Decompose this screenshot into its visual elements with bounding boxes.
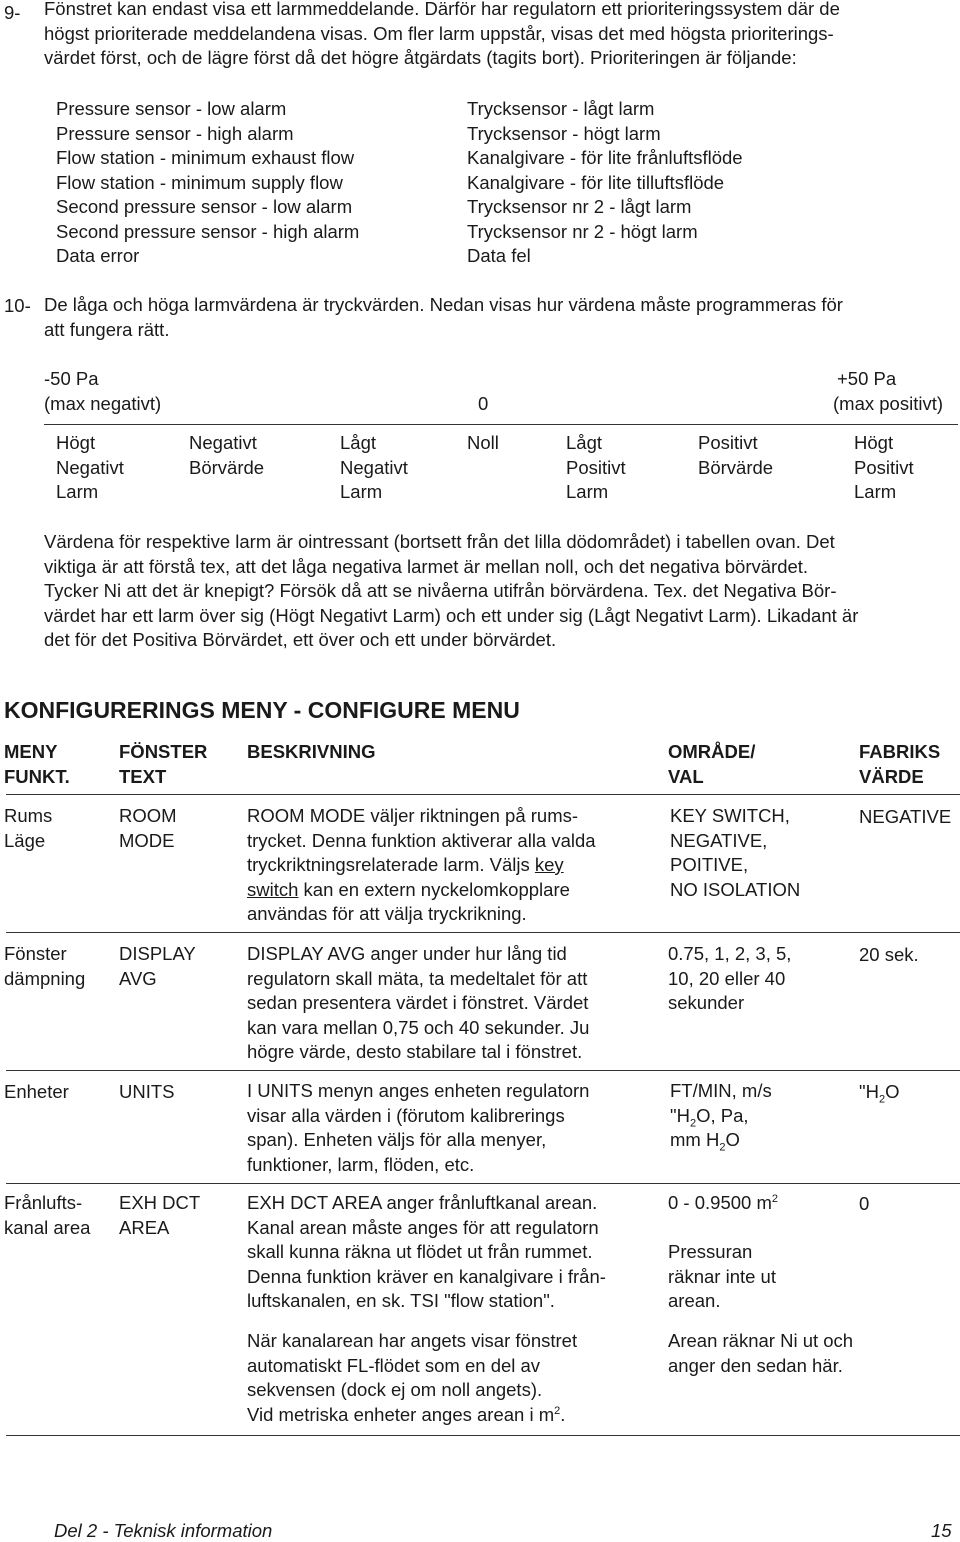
row-units-range: FT/MIN, m/s "$H_2O$, Pa, mm $H_2O$: [670, 1080, 772, 1154]
table-row-divider: [6, 932, 960, 933]
scale-col-low-negative-alarm: Lågt Negativt Larm: [340, 432, 408, 502]
row-exh-window: EXH DCT AREA: [119, 1192, 201, 1238]
header-menu-function: MENY FUNKT.: [4, 741, 70, 787]
priority-item: Flow station - minimum exhaust flow: [56, 147, 355, 168]
scale-col-negative-setpoint: Negativt Börvärde: [189, 432, 265, 478]
scale-divider: [44, 424, 958, 425]
scale-negative-value: -50 Pa: [44, 368, 99, 389]
header-window-text: FÖNSTER TEXT: [119, 741, 208, 787]
scale-zero: 0: [478, 393, 489, 414]
item-10-number: 10-: [4, 295, 31, 316]
row-exh-default: 0: [859, 1193, 870, 1214]
priority-item: Trycksensor nr 2 - högt larm: [467, 220, 698, 242]
footer-page-number: 15: [931, 1520, 952, 1541]
row-room-range: KEY SWITCH, NEGATIVE, POITIVE, NO ISOLATION: [670, 805, 801, 900]
row-units-description: I UNITS menyn anges enheten regulatorn visar alla värden i (förutom kalibrerings span). Enheten väljs för alla menyer, funktioner, larm, flöden, etc.: [247, 1080, 590, 1175]
priority-item: Flow station - minimum supply flow: [56, 171, 343, 193]
header-default: FABRIKS VÄRDE: [859, 741, 941, 787]
header-description: BESKRIVNING: [247, 741, 376, 762]
priority-list-swedish: [467, 97, 743, 269]
priority-item: Trycksensor - lågt larm: [467, 98, 655, 119]
row-room-description: ROOM MODE väljer riktningen på rums- trycket. Denna funktion aktiverar alla valda tryckriktningsrelaterade larm. Väljs key switch kan en extern nyckelomkopplare användas för att välja tryckrikning.: [247, 805, 596, 924]
table-row-divider: [6, 794, 960, 795]
priority-item: Second pressure sensor - high alarm: [56, 220, 360, 242]
row-exh-menu: Frånlufts- kanal area: [4, 1192, 91, 1238]
priority-item: Kanalgivare - för lite tilluftsflöde: [467, 171, 725, 193]
scale-col-positive-setpoint: Positivt Börvärde: [698, 432, 774, 478]
scale-positive-value: +50 Pa: [837, 368, 897, 389]
item-9-line: värdet först, och de lägre först då det högre åtgärdats (tagits bort). Prioriteringen är följande:: [44, 47, 797, 68]
item-9-line: Fönstret kan endast visa ett larmmeddelande. Därför har regulatorn ett prioriteringssystem där de: [44, 0, 840, 19]
row-units-window: UNITS: [119, 1081, 175, 1102]
header-range: OMRÅDE/ VAL: [668, 741, 756, 787]
scale-positive-label: (max positivt): [833, 393, 943, 414]
explanation-paragraph: Värdena för respektive larm är ointressant (bortsett från det lilla dödområdet) i tabellen ovan. Det viktiga är att förstå tex, att det låga negativa larmet är mellan noll, och det negativa börvärdet. Tycker Ni att det är knepigt? Försök då att se nivåerna utifrån börvärdena. Tex. det Negativa Bör- värdet har ett larm över sig (Högt Negativt Larm) och ett under sig (Lågt Negativt Larm). Likadant är det för det Positiva Börvärdet, ett över och ett under börvärdet.: [44, 531, 859, 650]
item-10-text: [44, 293, 843, 342]
priority-item: Data error: [56, 245, 140, 266]
table-row-divider: [6, 1183, 960, 1184]
row-units-default: "$H_2O$: [859, 1081, 900, 1106]
underlined-term: key: [534, 854, 564, 875]
row-exh-range: 0 - 0.9500 $m^2$ Pressuran räknar inte ut arean.: [668, 1192, 778, 1311]
item-9-line: högst prioriterade meddelandena visas. Om fler larm uppstår, visas det med högsta prioriterings-: [44, 22, 834, 44]
row-display-menu: Fönster dämpning: [4, 943, 86, 989]
row-room-default: NEGATIVE: [859, 806, 952, 827]
row-exh-description: EXH DCT AREA anger frånluftkanal arean. Kanal arean måste anges för att regulatorn skall kunna räkna ut flödet ut från rummet. Denna funktion kräver en kanalgivare i från- luftskanalen, en sk. TSI "flow station".: [247, 1192, 606, 1311]
row-display-range: 0.75, 1, 2, 3, 5, 10, 20 eller 40 sekunder: [668, 943, 792, 1013]
section-title: KONFIGURERINGS MENY - CONFIGURE MENU: [4, 697, 520, 723]
item-10-line: De låga och höga larmvärdena är tryckvärden. Nedan visas hur värdena måste programmeras för: [44, 294, 843, 315]
table-bottom-divider: [6, 1435, 960, 1436]
item-9-number: 9-: [4, 2, 21, 23]
scale-col-low-positive-alarm: Lågt Positivt Larm: [566, 432, 626, 502]
priority-item: Pressure sensor - low alarm: [56, 98, 287, 119]
priority-item: Data fel: [467, 245, 531, 266]
row-room-menu: Rums Läge: [4, 805, 53, 851]
row-display-default: 20 sek.: [859, 944, 919, 965]
priority-item: Trycksensor nr 2 - lågt larm: [467, 196, 692, 217]
row-units-menu: Enheter: [4, 1081, 69, 1102]
priority-item: Trycksensor - högt larm: [467, 122, 661, 144]
row-exh-description-2: När kanalarean har angets visar fönstret automatiskt FL-flödet som en del av sekvensen (dock ej om noll angets). Vid metriska enheter anges arean i $m^2$.: [247, 1330, 578, 1425]
priority-item: Kanalgivare - för lite frånluftsflöde: [467, 147, 743, 168]
item-9-text: [44, 0, 840, 71]
item-10-line: att fungera rätt.: [44, 318, 170, 340]
scale-negative-label: (max negativt): [44, 393, 162, 414]
row-display-window: DISPLAY AVG: [119, 943, 196, 989]
underlined-term: switch: [247, 878, 299, 900]
priority-list-english: [56, 97, 359, 269]
footer-section-label: Del 2 - Teknisk information: [54, 1520, 273, 1541]
row-exh-range-2: Arean räknar Ni ut och anger den sedan här.: [668, 1330, 854, 1376]
scale-col-zero: Noll: [467, 432, 499, 453]
priority-item: Second pressure sensor - low alarm: [56, 196, 353, 217]
scale-col-high-negative-alarm: Högt Negativt Larm: [56, 432, 124, 502]
row-display-description: DISPLAY AVG anger under hur lång tid regulatorn skall mäta, ta medeltalet för att sedan presentera värdet i fönstret. Värdet kan vara mellan 0,75 och 40 sekunder. Ju högre värde, desto stabilare tal i fönstret.: [247, 943, 590, 1062]
priority-item: Pressure sensor - high alarm: [56, 122, 294, 144]
row-room-window: ROOM MODE: [119, 805, 177, 851]
table-row-divider: [6, 1070, 960, 1071]
scale-col-high-positive-alarm: Högt Positivt Larm: [854, 432, 914, 502]
